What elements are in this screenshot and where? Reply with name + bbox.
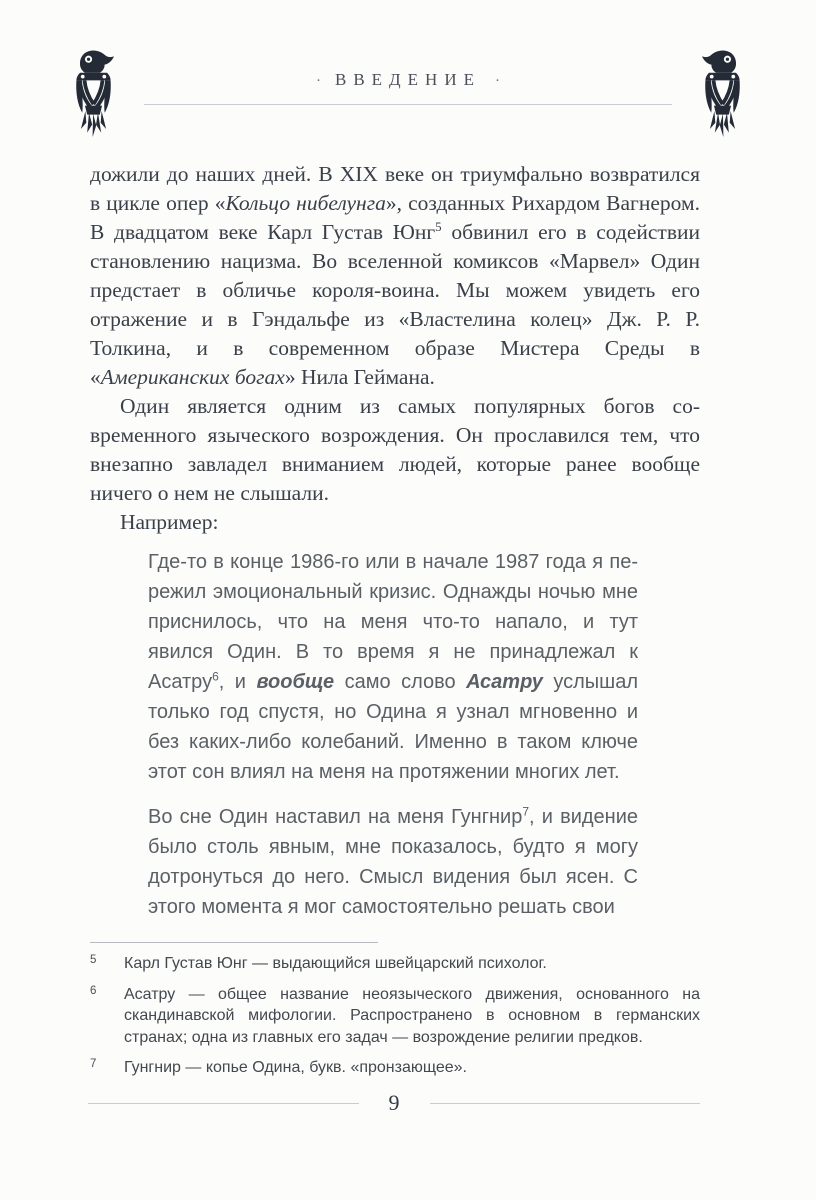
text-segment: » Нила Геймана. — [284, 365, 435, 389]
header-rule — [144, 104, 672, 105]
title-dot-left: · — [316, 73, 321, 89]
footnote-item — [90, 953, 700, 975]
chapter-title-row — [128, 70, 688, 90]
text-segment: », созданных Рихардом Вагнером. В двадцатом веке Карл Густав Юнг — [90, 191, 700, 244]
text-segment: услышал только год спустя, но Одина я узнал мгновенно и без каких-либо колебаний. Именно в таком ключе этот сон влиял на меня на протяжении многих лет. — [148, 671, 639, 783]
page-number: 9 — [388, 1090, 400, 1115]
text-segment: Где-то в конце 1986-го или в начале 1987 года я пережил эмоциональный кризис. Однажды ночью мне приснилось, что на меня что-то напало, и тут явился Один. В то время я не принадлежал к Асатру — [148, 551, 638, 693]
text-segment: , и — [218, 671, 257, 693]
footnote-item — [90, 1057, 700, 1079]
text-segment: , и видение было столь явным, мне показалось, будто я могу дотронуться до него. Смысл видения был ясен. С этого момента я мог самостоятельно решать свои — [148, 806, 638, 918]
quote-paragraph — [148, 802, 638, 922]
quote-paragraph — [148, 547, 638, 787]
footer-rule-left — [88, 1103, 359, 1104]
raven-ornament-left-icon — [70, 48, 117, 138]
body-paragraph — [90, 392, 700, 508]
footnote-text: Гунгнир — копье Одина, букв. «пронзающее». — [124, 1059, 467, 1076]
text-segment: Один является одним из самых популярных богов современного языческого возрождения. Он прославился тем, что внезапно завладел вниманием людей, которые ранее вообще ничего о нем не слышали. — [90, 394, 700, 505]
footnote-separator — [90, 942, 378, 943]
footnote-item — [90, 984, 700, 1049]
text-segment: Например: — [120, 510, 219, 534]
text-segment: Американских богах — [100, 365, 285, 389]
raven-ornament-right-icon — [699, 48, 746, 138]
footnote-text: Асатру — общее название неоязыческого движения, основанного на скандинавской мифологии. Распространено в основном в германских странах; одна из главных его задач — возрождение религии предков. — [124, 985, 700, 1046]
page-body — [90, 160, 700, 1079]
text-segment: дожили до наших дней. В XIX веке он триумфально возвратился в цикле опер « — [90, 162, 700, 215]
footnote-number: 6 — [90, 984, 97, 997]
block-quote — [148, 547, 638, 922]
chapter-title-block — [128, 46, 688, 105]
page-footer — [88, 1090, 700, 1116]
footer-rule-right — [430, 1103, 701, 1104]
footnote-number: 5 — [90, 954, 97, 966]
text-segment: вообще — [256, 671, 335, 693]
text-segment: Асатру — [466, 671, 543, 693]
text-segment: обвинил его в содействии становлению нацизма. Во вселенной комиксов «Марвел» Один предстает в обличье короля-воина. Мы можем увидеть его отражение и в Гэндальфе из «Властелина колец» Дж. Р. Р. Толкина, и в современном образе Мистера Среды в « — [90, 220, 700, 389]
text-segment: само слово — [334, 671, 467, 693]
footnote-text: Карл Густав Юнг — выдающийся швейцарский психолог. — [124, 955, 547, 972]
title-dot-right: · — [494, 73, 500, 89]
body-paragraph — [90, 508, 700, 537]
footnote-reference: 6 — [212, 669, 219, 684]
footnotes-list — [90, 953, 700, 1079]
text-segment: Кольцо нибелунга — [225, 191, 386, 215]
body-paragraphs — [90, 160, 700, 537]
footnote-reference: 7 — [522, 804, 530, 819]
body-paragraph — [90, 160, 700, 392]
text-segment: Во сне Один наставил на меня Гунгнир — [148, 806, 523, 828]
footnotes-section — [90, 942, 700, 1079]
footnote-number: 7 — [90, 1058, 97, 1070]
chapter-header — [0, 46, 816, 146]
footnote-reference: 5 — [435, 219, 442, 234]
chapter-title: ВВЕДЕНИЕ — [335, 70, 481, 89]
